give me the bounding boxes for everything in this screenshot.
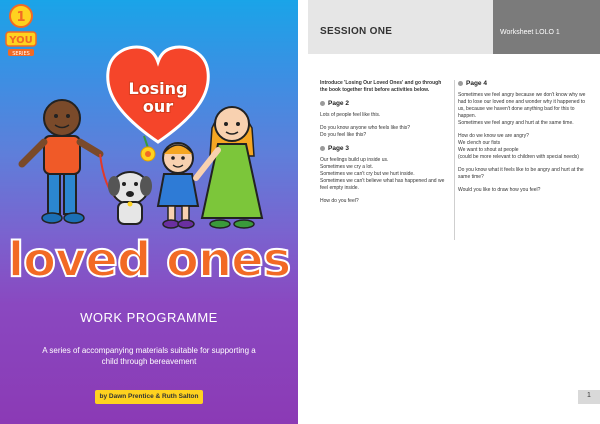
bullet-icon xyxy=(320,146,325,151)
page-3-heading xyxy=(320,145,445,152)
family-illustration xyxy=(0,88,298,238)
boy-figure-icon xyxy=(22,100,100,223)
column-divider xyxy=(454,80,455,240)
woman-figure-icon xyxy=(196,107,262,228)
cover-title: loved ones xyxy=(7,232,291,288)
intro-text: Introduce 'Losing Our Loved Ones' and go through the book together first before activities below. xyxy=(320,80,442,93)
heart-line-2: our xyxy=(142,97,174,116)
page-2-line-1: Lots of people feel like this. xyxy=(320,112,381,118)
girl-figure-icon xyxy=(158,143,198,228)
logo-series-text: SERIES xyxy=(12,51,30,57)
page-4-heading-text: Page 4 xyxy=(466,80,487,87)
left-column xyxy=(320,80,445,211)
right-column xyxy=(458,80,588,200)
session-title: SESSION ONE xyxy=(320,26,393,37)
page-3-line-1: Our feelings build up inside us. Sometimes we cry a lot. Sometimes we can't cry but we hurt inside. Sometimes we can't believe what has happened and we feel empty inside. xyxy=(320,157,445,191)
bullet-icon xyxy=(458,81,463,86)
page-4-line-3: Do you know what it feels like to be angry and hurt at the same time? xyxy=(458,167,584,180)
page-3-line-2: How do you feel? xyxy=(320,198,359,204)
page-4-line-2: How do we know we are angry? We clench our fists We want to shout at people (could be more relevant to children with special needs) xyxy=(458,133,579,160)
page-number: 1 xyxy=(587,392,591,399)
worksheet-label: Worksheet LOLO 1 xyxy=(500,29,560,36)
worksheet-page xyxy=(308,0,600,424)
page-3-heading-text: Page 3 xyxy=(328,145,349,152)
page-2-heading-text: Page 2 xyxy=(328,100,349,107)
page-4-line-4: Would you like to draw how you feel? xyxy=(458,187,541,193)
worksheet-label-box xyxy=(493,0,600,54)
page-4-heading xyxy=(458,80,588,87)
author-bar: by Dawn Prentice & Ruth Salton xyxy=(95,390,203,404)
one-you-logo xyxy=(4,2,38,62)
cover-page xyxy=(0,0,298,424)
cover-subtitle: WORK PROGRAMME xyxy=(80,310,218,325)
page-2-line-2: Do you know anyone who feels like this? Do you feel like this? xyxy=(320,125,411,138)
cover-description: A series of accompanying materials suitable for supporting a child through bereavement xyxy=(42,346,256,366)
bullet-icon xyxy=(320,101,325,106)
page-2-heading xyxy=(320,100,445,107)
flower-icon xyxy=(141,136,155,161)
page-4-line-1: Sometimes we feel angry because we don't know why we had to lose our loved one and wonder why it happened to us, because we haven't done anything bad for this to happen. Sometimes we feel angry and hurt at the same time. xyxy=(458,92,586,126)
logo-number: 1 xyxy=(16,10,26,25)
heart-line-1: Losing xyxy=(128,79,188,98)
logo-you-text: YOU xyxy=(9,35,33,46)
